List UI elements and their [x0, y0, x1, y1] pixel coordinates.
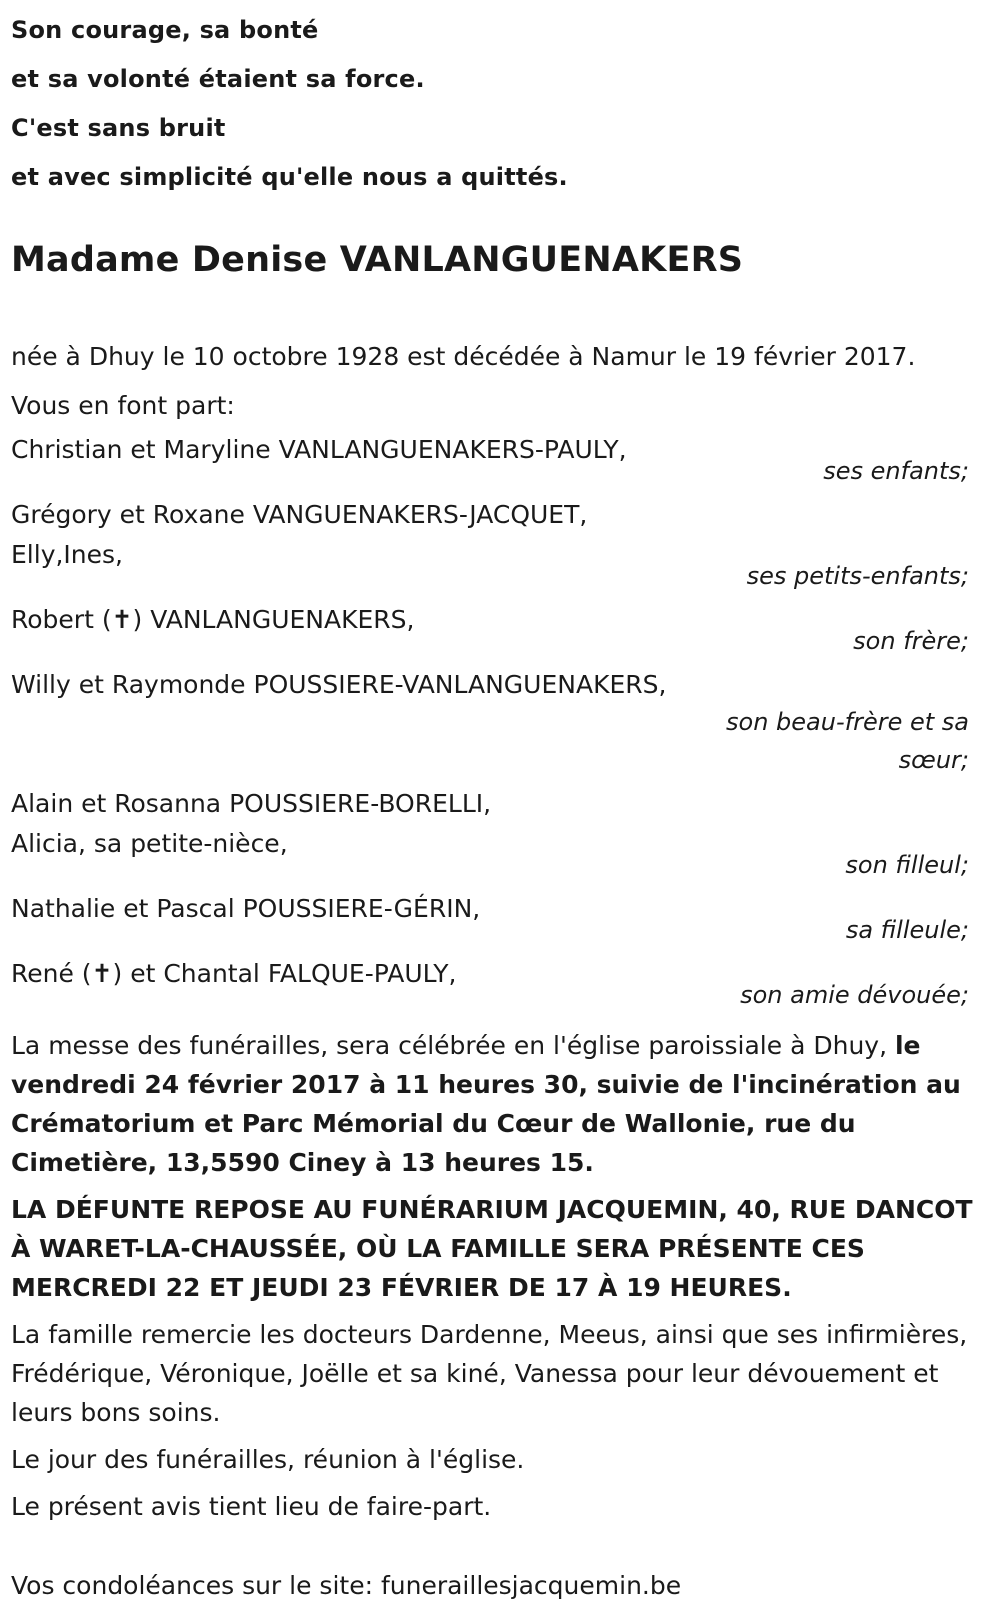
poem-line: C'est sans bruit [11, 114, 226, 142]
family-persons: Christian et Maryline VANLANGUENAKERS-PAULY, [11, 435, 627, 464]
family-entry-friend [11, 954, 989, 1014]
thanks-paragraph: La famille remercie les docteurs Dardenne, Meeus, ainsi que ses infirmières, Frédérique, Véronique, Joëlle et sa kiné, Vanessa pour leur dévouement et leurs bons soins. [11, 1320, 968, 1427]
funeral-intro: La messe des funérailles, sera célébrée en l'église paroissiale à Dhuy, [11, 1031, 895, 1060]
family-entry-children [11, 430, 989, 490]
family-relation: son amie dévouée; [740, 981, 969, 1009]
family-relation: son frère; [853, 627, 969, 655]
person-name-part: René ( [11, 959, 92, 988]
obituary-notice [11, 0, 989, 1605]
condolences-link[interactable]: Vos condoléances sur le site: funeraillesjacquemin.be [11, 1571, 682, 1600]
family-entry-grandchildren [11, 495, 989, 595]
poem-line: et avec simplicité qu'elle nous a quittés. [11, 163, 568, 191]
family-entry-in-laws [11, 665, 989, 779]
family-entry-brother [11, 600, 989, 660]
announcement-line: Vous en font part: [11, 391, 235, 420]
reunion-line: Le jour des funérailles, réunion à l'église. [11, 1445, 525, 1474]
family-relation: sa filleule; [845, 916, 969, 944]
person-name-part: ) et Chantal FALQUE-PAULY, [112, 959, 457, 988]
funeral-details [11, 1026, 989, 1182]
deceased-name: Madame Denise VANLANGUENAKERS [11, 240, 744, 280]
birth-death-statement: née à Dhuy le 10 octobre 1928 est décédée à Namur le 19 février 2017. [11, 342, 916, 371]
cross-icon: ✝ [111, 605, 133, 634]
poem-line: et sa volonté étaient sa force. [11, 65, 425, 93]
family-persons: Elly,Ines, [11, 540, 123, 569]
cross-icon: ✝ [91, 959, 113, 988]
family-relation: ses enfants; [823, 457, 969, 485]
family-relation: ses petits-enfants; [746, 562, 969, 590]
family-persons: Grégory et Roxane VANGUENAKERS-JACQUET, [11, 500, 588, 529]
person-name-part: Robert ( [11, 605, 112, 634]
family-relation: son beau-frère et sa sœur; [726, 708, 969, 774]
person-name-part: ) VANLANGUENAKERS, [132, 605, 415, 634]
family-relation: son filleul; [845, 851, 969, 879]
notice-line: Le présent avis tient lieu de faire-part. [11, 1492, 492, 1521]
repose-notice: LA DÉFUNTE REPOSE AU FUNÉRARIUM JACQUEMIN, 40, RUE DANCOT À WARET-LA-CHAUSSÉE, OÙ LA FAMILLE SERA PRÉSENTE CES MERCREDI 22 ET JEUDI 23 FÉVRIER DE 17 À 19 HEURES. [11, 1195, 973, 1302]
family-entry-goddaughter [11, 889, 989, 949]
funeral-schedule: le vendredi 24 février 2017 à 11 heures 30, suivie de l'incinération au Crématorium et Parc Mémorial du Cœur de Wallonie, rue du Cimetière, 13,5590 Ciney à 13 heures 15. [11, 1031, 961, 1177]
poem [11, 6, 989, 202]
family-persons: Willy et Raymonde POUSSIERE-VANLANGUENAKERS, [11, 670, 667, 699]
family-persons: Alain et Rosanna POUSSIERE-BORELLI, [11, 789, 492, 818]
poem-line: Son courage, sa bonté [11, 16, 319, 44]
family-entry-godson [11, 784, 989, 884]
family-persons: Alicia, sa petite-nièce, [11, 829, 288, 858]
family-list [11, 430, 989, 1014]
family-persons: Nathalie et Pascal POUSSIERE-GÉRIN, [11, 894, 481, 923]
